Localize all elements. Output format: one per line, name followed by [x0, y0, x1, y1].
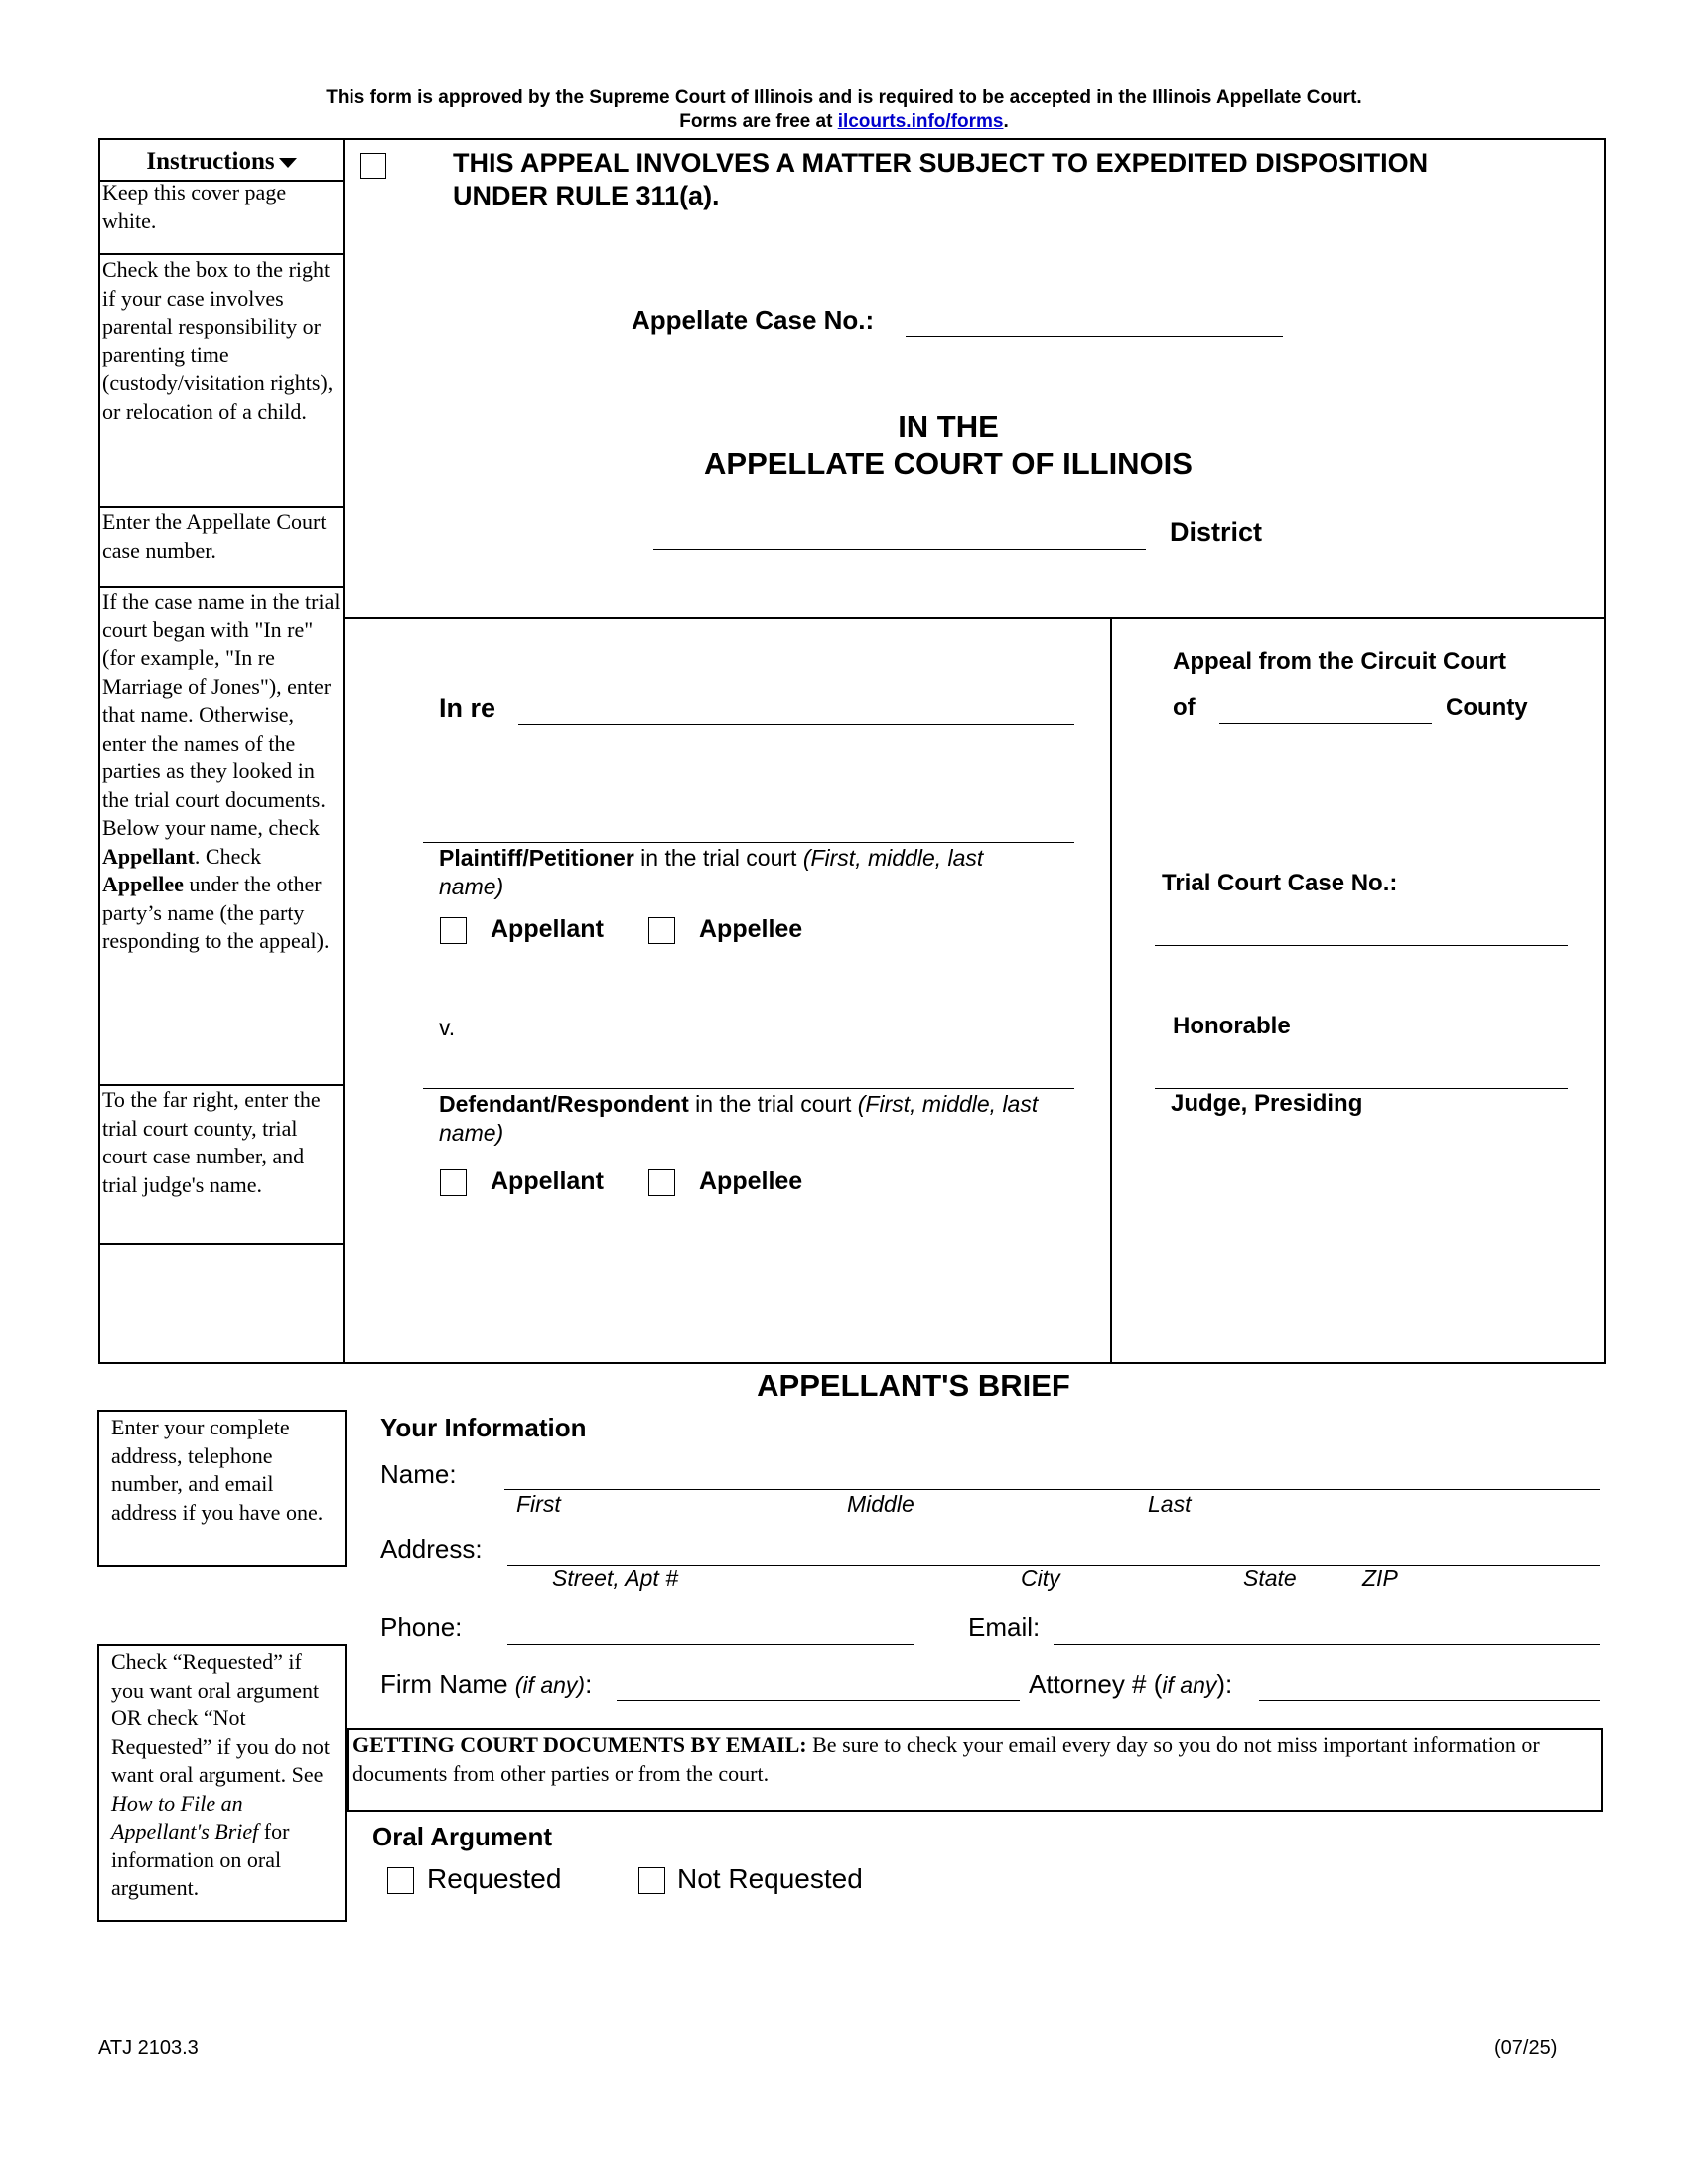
instructions-title: Instructions	[146, 148, 275, 175]
trial-case-no-line[interactable]	[1155, 945, 1568, 946]
defendant-italic: (First, middle, last	[857, 1091, 1039, 1117]
plaintiff-appellee-checkbox[interactable]	[648, 917, 675, 944]
requested-checkbox[interactable]	[387, 1867, 414, 1894]
plaintiff-appellant-checkbox[interactable]	[440, 917, 467, 944]
appellate-case-number-line[interactable]	[906, 336, 1283, 337]
instruction-contact: Enter your complete address, telephone number, and email address if you have one.	[111, 1415, 324, 1525]
forms-link[interactable]: ilcourts.info/forms	[837, 111, 1004, 132]
middle-name-caption: Middle	[847, 1491, 914, 1517]
forms-free-prefix: Forms are free at	[679, 111, 838, 132]
firm-name-label	[380, 1669, 592, 1700]
first-name-caption: First	[516, 1491, 561, 1517]
approval-notice: This form is approved by the Supreme Court of Illinois and is required to be accepted in the Illinois Appellate Court.	[326, 87, 1362, 108]
in-re-line[interactable]	[518, 724, 1074, 725]
plaintiff-italic-2: name)	[439, 874, 504, 899]
brief-title: APPELLANT'S BRIEF	[757, 1368, 1070, 1403]
defendant-caption	[439, 1090, 1074, 1148]
trial-column-divider	[1110, 617, 1112, 1364]
instruction-oral-text: Check “Requested” if you want oral argument OR check “Not Requested” if you do not want oral argument. See	[111, 1649, 330, 1787]
email-notice-bold: GETTING COURT DOCUMENTS BY EMAIL:	[352, 1732, 807, 1757]
instruction-rule	[98, 1243, 343, 1245]
trial-case-no-label: Trial Court Case No.:	[1162, 870, 1398, 896]
defendant-appellee-label: Appellee	[699, 1167, 803, 1195]
instruction-parental: Check the box to the right if your case involves parental responsibility or parenting time (custody/visitation rights), or relocation of a child.	[102, 257, 334, 424]
attorney-number-line[interactable]	[1259, 1700, 1600, 1701]
appeal-from-label: Appeal from the Circuit Court	[1173, 648, 1507, 675]
instruction-case-name-text: . Check	[194, 843, 262, 869]
instructions-heading	[100, 148, 343, 176]
instruction-oral-italic: How to File an Appellant's Brief	[111, 1790, 259, 1843]
instruction-contact-box	[97, 1410, 347, 1567]
firm-if-any: (if any)	[514, 1672, 586, 1698]
expedited-line-1: THIS APPEAL INVOLVES A MATTER SUBJECT TO EXPEDITED DISPOSITION	[453, 148, 1429, 178]
instruction-case-name-text: If the case name in the trial court began with "In re" (for example, "In re Marriage of Jones"), enter that name. Otherwise, enter the names of the parties as they looked in the trial court documents. Below your name, check	[102, 589, 341, 840]
plaintiff-bold: Plaintiff/Petitioner	[439, 845, 634, 871]
name-label: Name:	[380, 1459, 457, 1489]
defendant-rest: in the trial court	[688, 1091, 858, 1117]
defendant-bold: Defendant/Respondent	[439, 1091, 689, 1117]
instructions-divider	[343, 138, 345, 1364]
instruction-trial-court: To the far right, enter the trial court county, trial court case number, and trial judge's name.	[102, 1087, 321, 1197]
plaintiff-appellee-label: Appellee	[699, 915, 803, 943]
expedited-line-2: UNDER RULE 311(a).	[453, 181, 720, 210]
caption-divider	[343, 617, 1606, 619]
city-caption: City	[1021, 1566, 1060, 1591]
not-requested-label: Not Requested	[677, 1863, 863, 1894]
not-requested-checkbox[interactable]	[638, 1867, 665, 1894]
your-information-heading: Your Information	[380, 1413, 587, 1442]
defendant-appellant-checkbox[interactable]	[440, 1169, 467, 1196]
defendant-appellant-label: Appellant	[491, 1167, 604, 1195]
court-title-line-1: IN THE	[898, 409, 999, 444]
defendant-italic-2: name)	[439, 1120, 504, 1146]
plaintiff-rest: in the trial court	[633, 845, 803, 871]
forms-free-notice	[0, 111, 1688, 133]
district-label: District	[1170, 517, 1263, 547]
instruction-case-number: Enter the Appellate Court case number.	[102, 509, 327, 563]
name-line[interactable]	[504, 1489, 1600, 1490]
appellate-case-label: Appellate Case No.:	[632, 305, 875, 335]
forms-free-suffix: .	[1003, 111, 1009, 132]
judge-presiding-label: Judge, Presiding	[1171, 1090, 1363, 1117]
defendant-name-line[interactable]	[423, 1088, 1074, 1089]
form-date: (07/25)	[1494, 2037, 1558, 2059]
plaintiff-name-line[interactable]	[423, 842, 1074, 843]
county-line[interactable]	[1219, 723, 1432, 724]
instruction-oral-text-2: for information on oral argument.	[111, 1819, 290, 1900]
caret-down-icon	[279, 158, 297, 168]
defendant-appellee-checkbox[interactable]	[648, 1169, 675, 1196]
address-label: Address:	[380, 1534, 483, 1564]
instruction-oral-box	[97, 1644, 347, 1922]
honorable-label: Honorable	[1173, 1013, 1291, 1039]
attorney-label-text: Attorney # (	[1029, 1669, 1163, 1699]
email-notice-box	[347, 1728, 1603, 1812]
attorney-if-any: if any	[1162, 1672, 1217, 1698]
firm-label-text: Firm Name	[380, 1669, 515, 1699]
attorney-number-label	[1029, 1669, 1232, 1700]
versus-label: v.	[439, 1015, 456, 1040]
plaintiff-caption	[439, 844, 1074, 901]
attorney-close: ):	[1216, 1669, 1233, 1699]
instruction-case-name	[102, 588, 341, 956]
street-caption: Street, Apt #	[552, 1566, 678, 1591]
firm-colon: :	[585, 1669, 593, 1699]
in-re-label: In re	[439, 693, 496, 723]
requested-label: Requested	[427, 1863, 562, 1894]
email-line[interactable]	[1054, 1644, 1600, 1645]
phone-line[interactable]	[507, 1644, 914, 1645]
last-name-caption: Last	[1148, 1491, 1192, 1517]
phone-label: Phone:	[380, 1612, 463, 1642]
court-title	[616, 408, 1281, 481]
oral-argument-heading: Oral Argument	[372, 1822, 553, 1851]
district-line[interactable]	[653, 549, 1146, 550]
instruction-appellant-bold: Appellant	[102, 843, 195, 869]
form-id: ATJ 2103.3	[98, 2037, 199, 2059]
email-notice-text: Be sure to check your email every day so you do not miss important information or documents from other parties or from the court.	[352, 1732, 1540, 1786]
judge-name-line[interactable]	[1155, 1088, 1568, 1089]
court-title-line-2: APPELLATE COURT OF ILLINOIS	[704, 446, 1193, 480]
email-label: Email:	[968, 1612, 1041, 1642]
instruction-case-name-text: under the other party’s name (the party responding to the appeal).	[102, 872, 330, 953]
plaintiff-italic: (First, middle, last	[802, 845, 984, 871]
expedited-notice	[453, 147, 1428, 212]
instruction-appellee-bold: Appellee	[102, 872, 184, 896]
instruction-cover-white: Keep this cover page white.	[102, 180, 287, 233]
zip-caption: ZIP	[1362, 1566, 1398, 1591]
of-label: of	[1173, 694, 1196, 721]
expedited-checkbox[interactable]	[360, 153, 386, 179]
plaintiff-appellant-label: Appellant	[491, 915, 604, 943]
state-caption: State	[1243, 1566, 1297, 1591]
instruction-rule	[98, 253, 343, 255]
firm-name-line[interactable]	[617, 1700, 1020, 1701]
county-label: County	[1446, 694, 1528, 721]
